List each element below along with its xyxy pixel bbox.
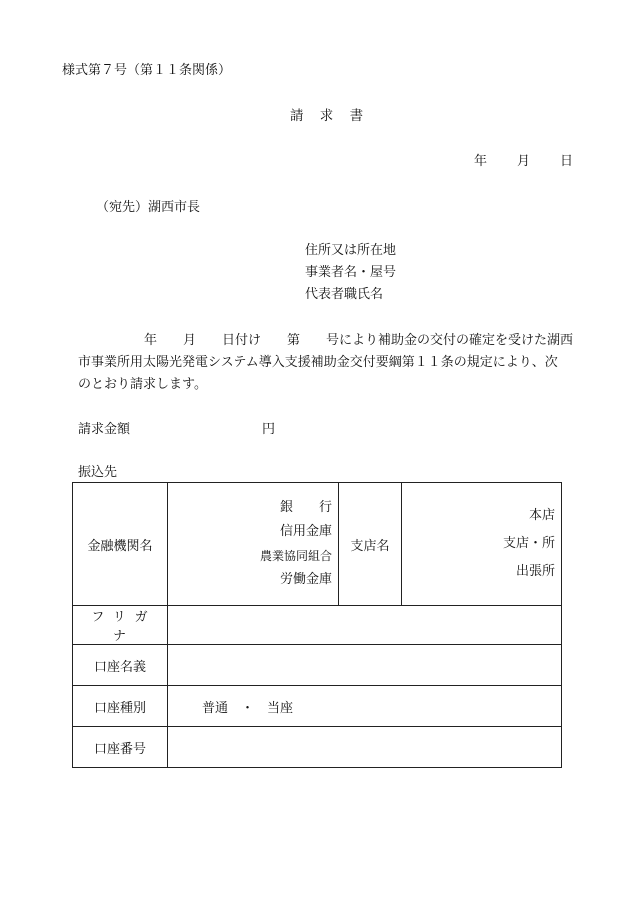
body-line-3: のとおり請求します。 xyxy=(78,377,207,392)
furigana-row xyxy=(73,606,562,645)
account-number-field[interactable] xyxy=(168,727,562,768)
amount-unit: 円 xyxy=(262,422,276,437)
document-title: 請 求 書 xyxy=(290,108,370,124)
institution-type-agri: 農業協同組合 xyxy=(259,549,332,563)
addressee: （宛先）湖西市長 xyxy=(96,200,201,215)
applicant-block xyxy=(305,244,396,310)
account-number-row xyxy=(73,727,562,768)
institution-type-bank: 銀 行 xyxy=(279,500,332,515)
branch-type-office: 出張所 xyxy=(515,564,555,579)
account-type-label: 口座種別 xyxy=(73,686,168,727)
account-name-field[interactable] xyxy=(168,645,562,686)
branch-type-main: 本店 xyxy=(528,508,555,523)
account-type-options[interactable]: 普通 ・ 当座 xyxy=(168,686,562,727)
body-line-2: 市事業所用太陽光発電システム導入支援補助金交付要綱第１１条の規定により、次 xyxy=(78,355,558,370)
furigana-label: フリガナ xyxy=(73,606,168,645)
branch-type-cell[interactable] xyxy=(402,483,562,606)
account-type-row xyxy=(73,686,562,727)
date-day: 日 xyxy=(560,154,574,169)
form-number: 様式第７号（第１１条関係） xyxy=(62,63,232,78)
date-month: 月 xyxy=(517,154,531,169)
date-year: 年 xyxy=(474,154,488,169)
amount-label: 請求金額 xyxy=(78,422,131,437)
account-name-row xyxy=(73,645,562,686)
applicant-representative-label: 代表者職氏名 xyxy=(305,287,384,302)
account-number-label: 口座番号 xyxy=(73,727,168,768)
request-body-text xyxy=(78,330,574,396)
applicant-business-label: 事業者名・屋号 xyxy=(305,265,397,280)
bank-transfer-table xyxy=(72,482,562,768)
institution-type-cell[interactable] xyxy=(168,483,339,606)
branch-type-branch: 支店・所 xyxy=(502,536,555,551)
transfer-label: 振込先 xyxy=(78,465,118,480)
furigana-field[interactable] xyxy=(168,606,562,645)
body-line-1: 年 月 日付け 第 号により補助金の交付の確定を受けた湖西 xyxy=(144,333,574,348)
institution-label: 金融機関名 xyxy=(73,483,168,606)
applicant-address-label: 住所又は所在地 xyxy=(305,243,397,258)
branch-label: 支店名 xyxy=(339,483,402,606)
institution-type-shinkin: 信用金庫 xyxy=(279,524,332,539)
institution-row xyxy=(73,483,562,606)
account-name-label: 口座名義 xyxy=(73,645,168,686)
institution-type-labor: 労働金庫 xyxy=(279,572,332,587)
date-line xyxy=(474,155,573,168)
